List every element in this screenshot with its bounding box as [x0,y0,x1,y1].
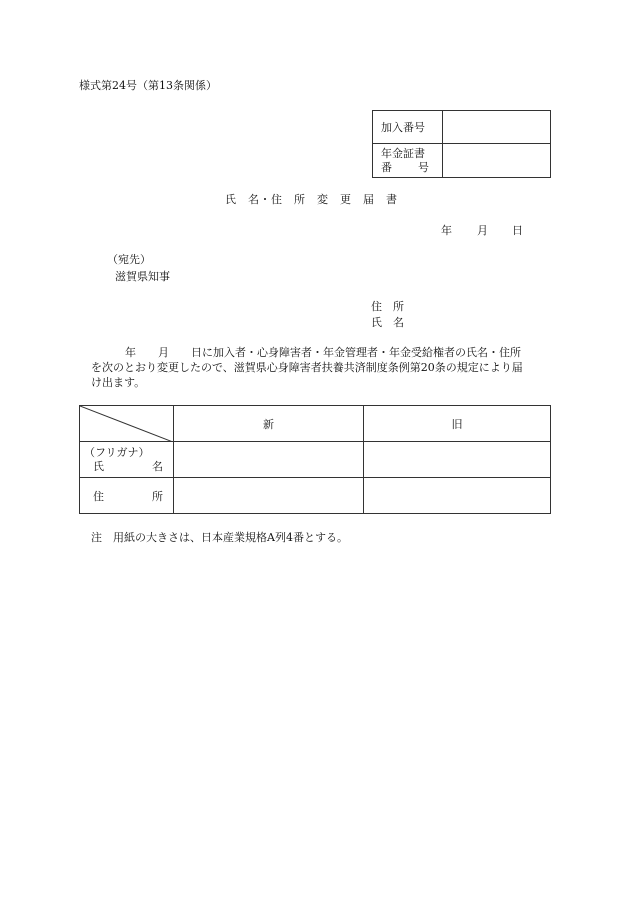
subscriber-number-label: 加入番号 [373,111,443,144]
address-label [80,488,173,504]
applicant-name-label: 氏 名 [371,316,404,329]
pension-cert-field[interactable] [443,144,551,178]
applicant-address-label: 住 所 [371,300,404,313]
name-label [80,460,173,474]
registration-table [372,110,551,178]
corner-cell [80,406,174,442]
change-table [79,405,551,514]
diagonal-line [80,406,173,442]
name-label-cell [80,442,174,478]
date-month: 月 [477,224,488,237]
address-label-cell [80,478,174,514]
date-year: 年 [441,224,452,237]
pension-cert-label-go: 号 [418,160,429,174]
new-header: 新 [174,406,364,442]
name-label-mei: 名 [152,459,163,473]
old-address-field[interactable] [364,478,551,514]
pension-cert-label-ban: 番 [381,160,392,174]
name-label-shi: 氏 [93,459,104,473]
old-header: 旧 [364,406,551,442]
form-title: 氏 名・住 所 変 更 届 書 [225,193,398,206]
pension-cert-label [373,144,443,178]
body-line-2: を次のとおり変更したので、滋賀県心身障害者扶養共済制度条例第20条の規定により届 [91,361,523,374]
pension-cert-label-line2 [381,161,429,175]
pension-cert-label-line1: 年金証書 [381,146,425,160]
new-address-field[interactable] [174,478,364,514]
note: 注 用紙の大きさは、日本産業規格A列4番とする。 [91,531,348,544]
addressee-name: 滋賀県知事 [115,270,170,283]
date-day: 日 [512,224,523,237]
form-number: 様式第24号（第13条関係） [79,79,217,92]
new-name-field[interactable] [174,442,364,478]
address-label-sho: 所 [152,489,163,503]
old-name-field[interactable] [364,442,551,478]
body-line-1: 年 月 日に加入者・心身障害者・年金管理者・年金受給権者の氏名・住所 [125,346,521,359]
address-label-ju: 住 [93,489,104,503]
furigana-label: （フリガナ） [84,445,150,459]
body-line-3: け出ます。 [91,376,146,389]
addressee-prefix: （宛先） [107,253,151,266]
subscriber-number-field[interactable] [443,111,551,144]
